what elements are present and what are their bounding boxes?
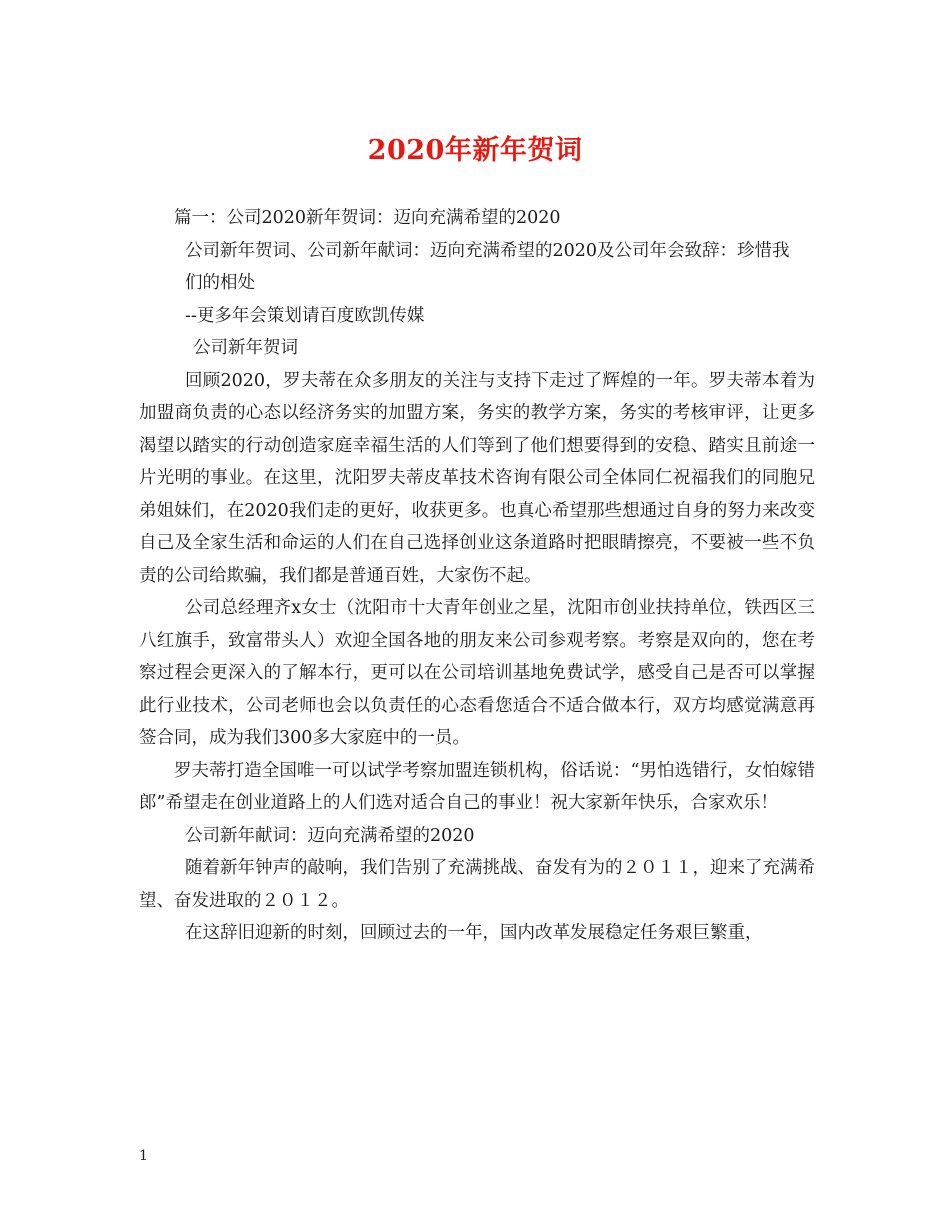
paragraph-wishes: 罗夫蒂打造全国唯一可以试学考察加盟连锁机构，俗话说：“男怕选错行，女怕嫁错郎”希望走在创业道路上的人们选对适合自己的事业！祝大家新年快乐，合家欢乐！	[139, 760, 815, 813]
document-body	[139, 202, 815, 950]
paragraph-manager: 公司总经理齐x女士（沈阳市十大青年创业之星，沈阳市创业扶持单位，铁西区三八红旗手，致富带头人）欢迎全国各地的朋友来公司参观考察。考察是双向的，您在考察过程会更深入的了解本行，更可以在公司培训基地免费试学，感受自己是否可以掌握此行业技术，公司老师也会以负责任的心态看您适合不适合做本行，双方均感觉满意再签合同，成为我们300多大家庭中的一员。	[139, 598, 815, 748]
paragraph-intro-cont: 们的相处	[185, 273, 255, 293]
paragraph-subheading: 公司新年贺词	[193, 338, 298, 358]
page-number: 1	[139, 1148, 148, 1164]
paragraph-review: 回顾2020，罗夫蒂在众多朋友的关注与支持下走过了辉煌的一年。罗夫蒂本着为加盟商负责的心态以经济务实的加盟方案，务实的教学方案，务实的考核审评，让更多渴望以踏实的行动创造家庭幸福生活的人们等到了他们想要得到的安稳、踏实且前途一片光明的事业。在这里，沈阳罗夫蒂皮革技术咨询有限公司全体同仁祝福我们的同胞兄弟姐妹们，在2020我们走的更好，收获更多。也真心希望那些想通过自身的努力来改变自己及全家生活和命运的人们在自己选择创业这条道路时把眼睛擦亮，不要被一些不负责的公司给欺骗，我们都是普通百姓，大家伤不起。	[139, 370, 815, 586]
paragraph-new-year: 随着新年钟声的敲响，我们告别了充满挑战、奋发有为的２０１１，迎来了充满希望、奋发进取的２０１２。	[139, 858, 815, 911]
paragraph-reflection: 在这辞旧迎新的时刻，回顾过去的一年，国内改革发展稳定任务艰巨繁重，	[185, 923, 763, 943]
paragraph-heading-1: 篇一：公司2020新年贺词：迈向充满希望的2020	[174, 208, 561, 228]
paragraph-intro: 公司新年贺词、公司新年献词：迈向充满希望的2020及公司年会致辞：珍惜我	[185, 240, 790, 261]
document-title: 2020年新年贺词	[367, 135, 583, 166]
paragraph-subheading-2: 公司新年献词：迈向充满希望的2020	[185, 825, 475, 846]
paragraph-note: --更多年会策划请百度欧凯传媒	[185, 305, 425, 326]
